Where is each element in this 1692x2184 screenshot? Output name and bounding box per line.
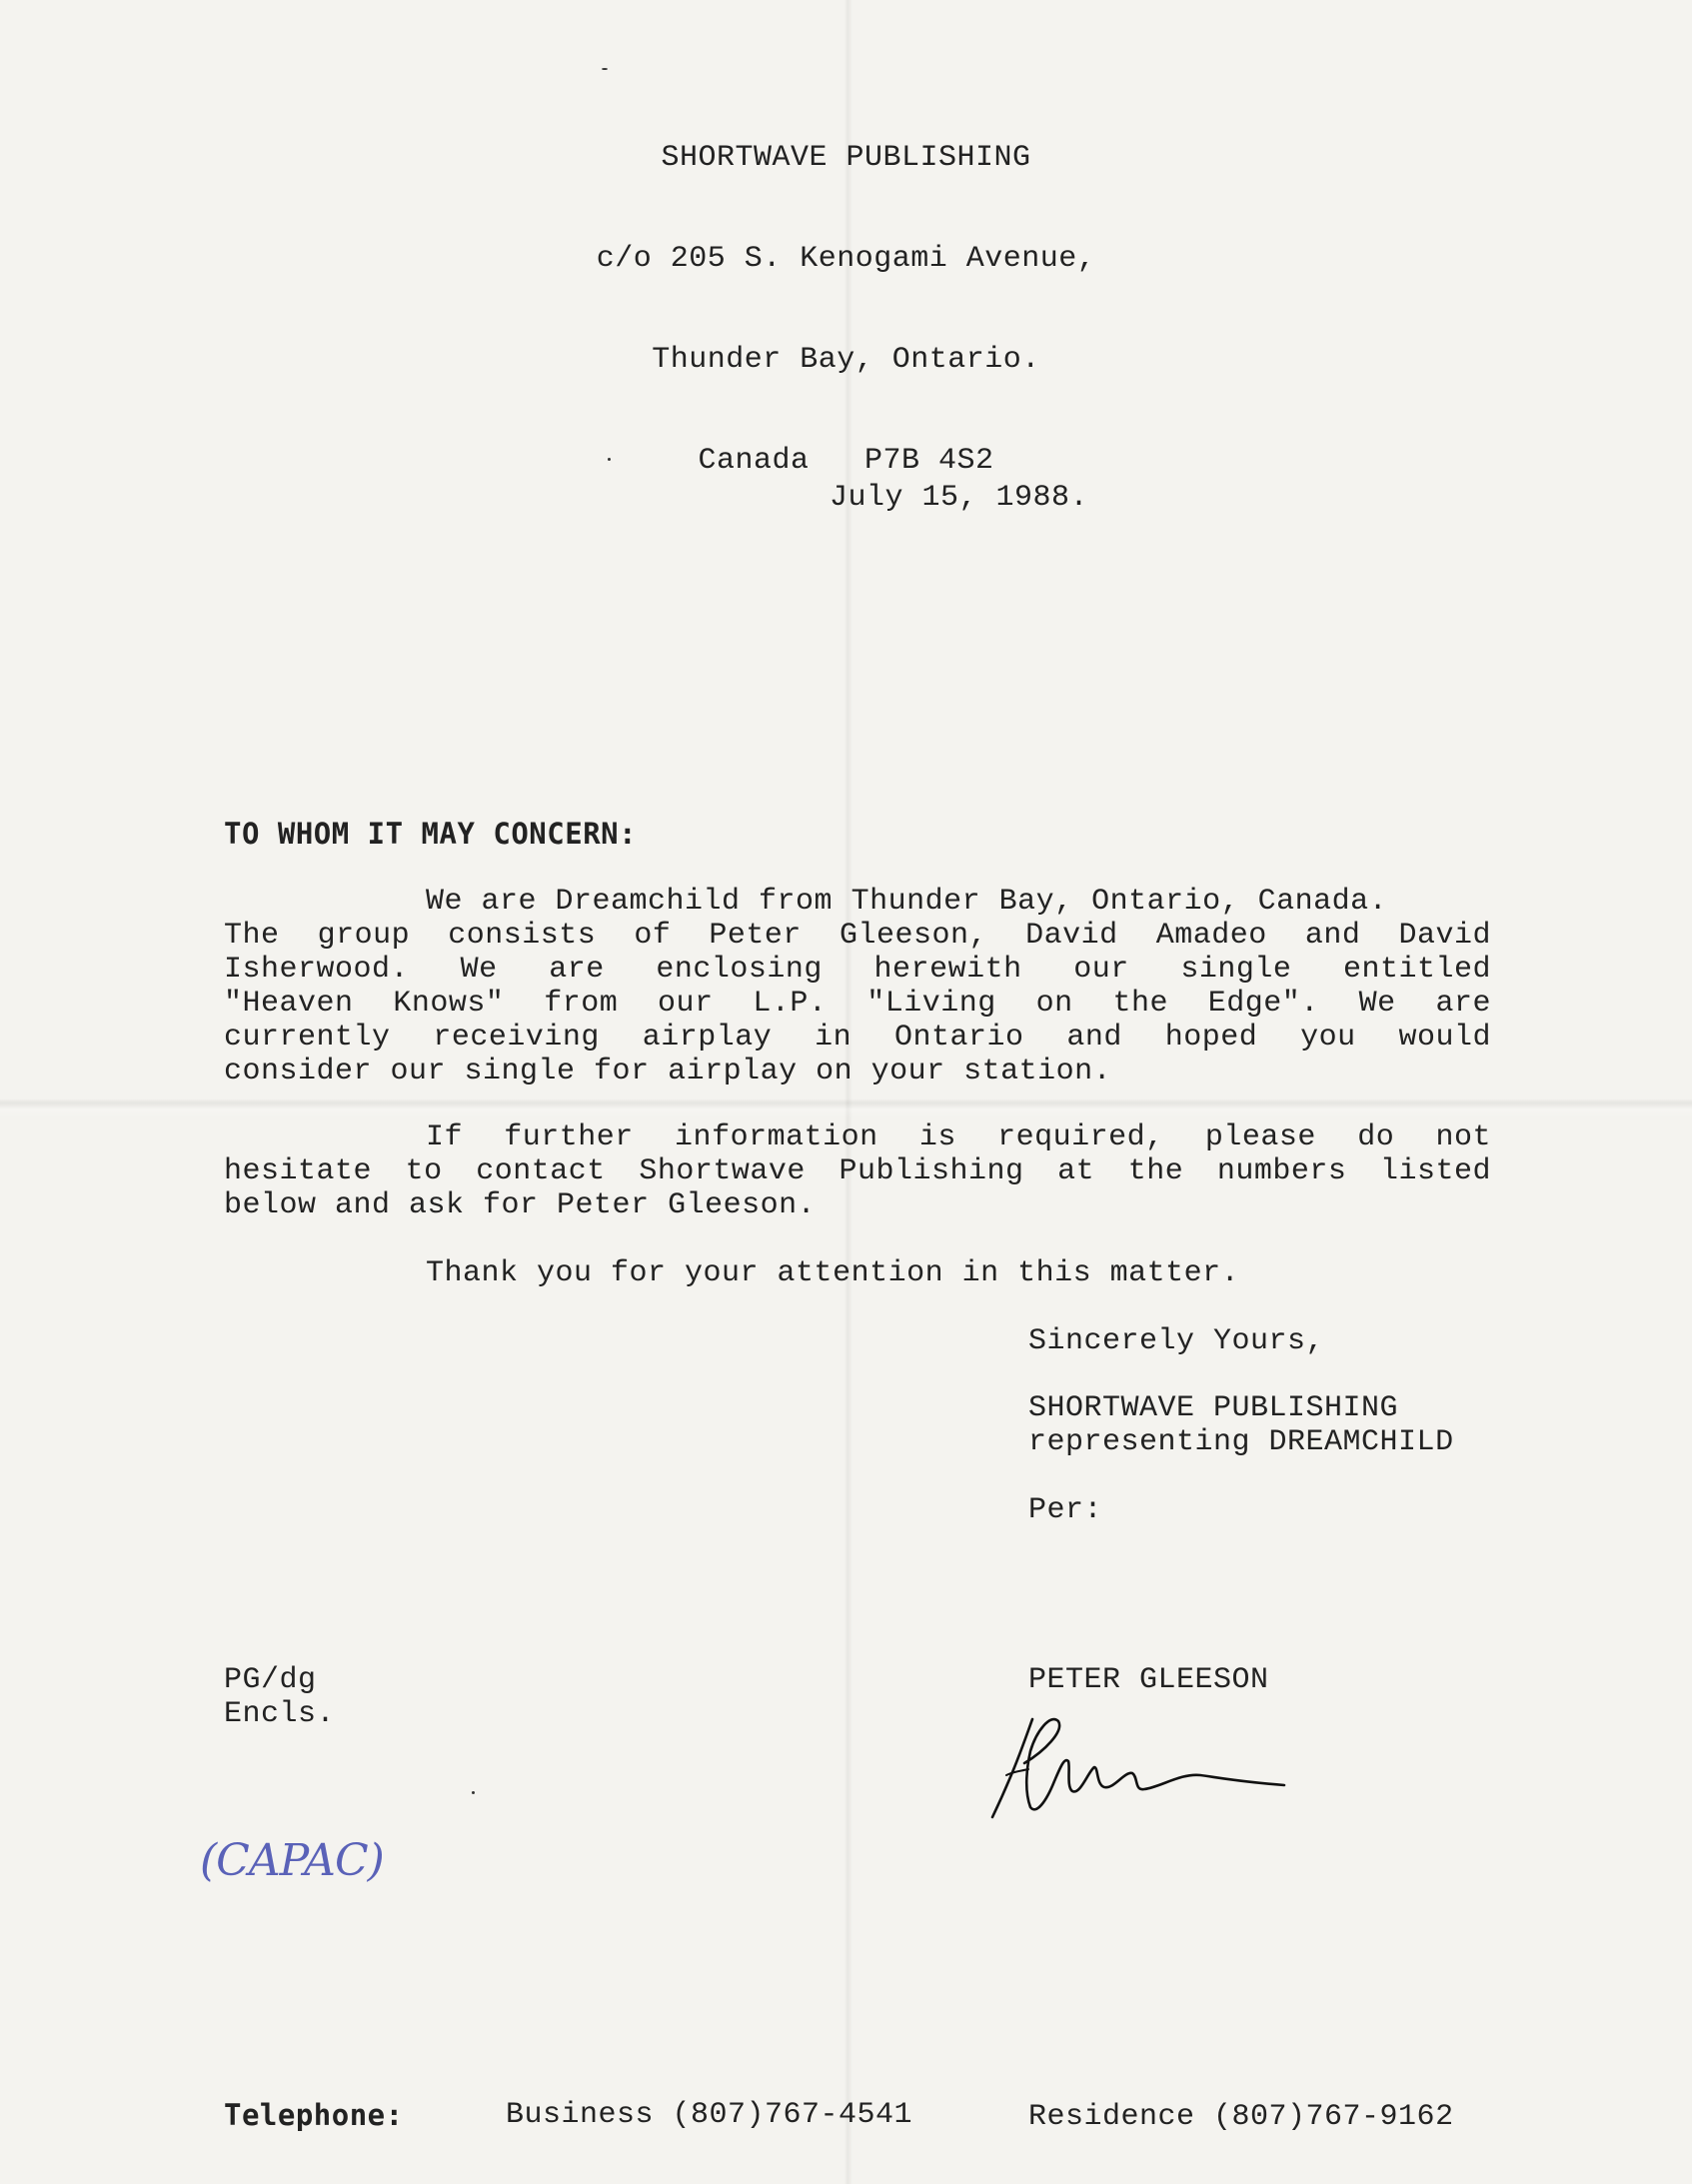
reference-enclosures: Encls. [224,1697,336,1731]
paragraph-1-line: We are Dreamchild from Thunder Bay, Ontario, Canada. [426,885,1388,919]
letterhead-address-line2: Thunder Bay, Ontario. [652,343,1040,377]
paragraph-1-line: The group consists of Peter Gleeson, David Amadeo and David [224,919,1491,953]
paper-speck [602,68,608,70]
closing-per: Per: [1028,1493,1103,1527]
valediction: Sincerely Yours, [1028,1324,1325,1358]
footer-residence-phone: Residence (807)767-9162 [1028,2100,1454,2134]
paragraph-1 [224,885,1491,1089]
paragraph-2-line: hesitate to contact Shortwave Publishing at the numbers listed [224,1154,1491,1188]
paragraph-1-line: "Heaven Knows" from our L.P. "Living on the Edge". We are [224,987,1491,1021]
letter-date: July 15, 1988. [830,481,1089,515]
closing-org-line1: SHORTWAVE PUBLISHING [1028,1391,1399,1425]
signer-name: PETER GLEESON [1028,1663,1269,1697]
closing-org-line2: representing DREAMCHILD [1028,1425,1454,1459]
paragraph-1-line: Isherwood. We are enclosing herewith our single entitled [224,953,1491,987]
paragraph-2 [224,1120,1491,1222]
footer-business-phone: Business (807)767-4541 [506,2098,913,2132]
paragraph-2-line: If further information is required, please do not [426,1120,1491,1154]
letterhead-company: SHORTWAVE PUBLISHING [661,141,1031,175]
paper-speck [608,458,611,461]
letterhead-address-line3: Canada P7B 4S2 [698,444,994,478]
paragraph-3: Thank you for your attention in this matter. [426,1256,1240,1290]
handwritten-capac-note: (CAPAC) [200,1835,384,1886]
footer-telephone-label: Telephone: [224,2098,404,2132]
letterhead-address-line1: c/o 205 S. Kenogami Avenue, [596,242,1096,276]
letterhead [0,74,1692,546]
paragraph-1-line: consider our single for airplay on your station. [224,1055,1112,1089]
paper-speck [472,1791,475,1794]
salutation: TO WHOM IT MAY CONCERN: [224,817,638,851]
paragraph-2-line: below and ask for Peter Gleeson. [224,1188,817,1222]
signature-image [984,1711,1294,1831]
paragraph-1-line: currently receiving airplay in Ontario and hoped you would [224,1021,1491,1055]
reference-initials: PG/dg [224,1663,317,1697]
